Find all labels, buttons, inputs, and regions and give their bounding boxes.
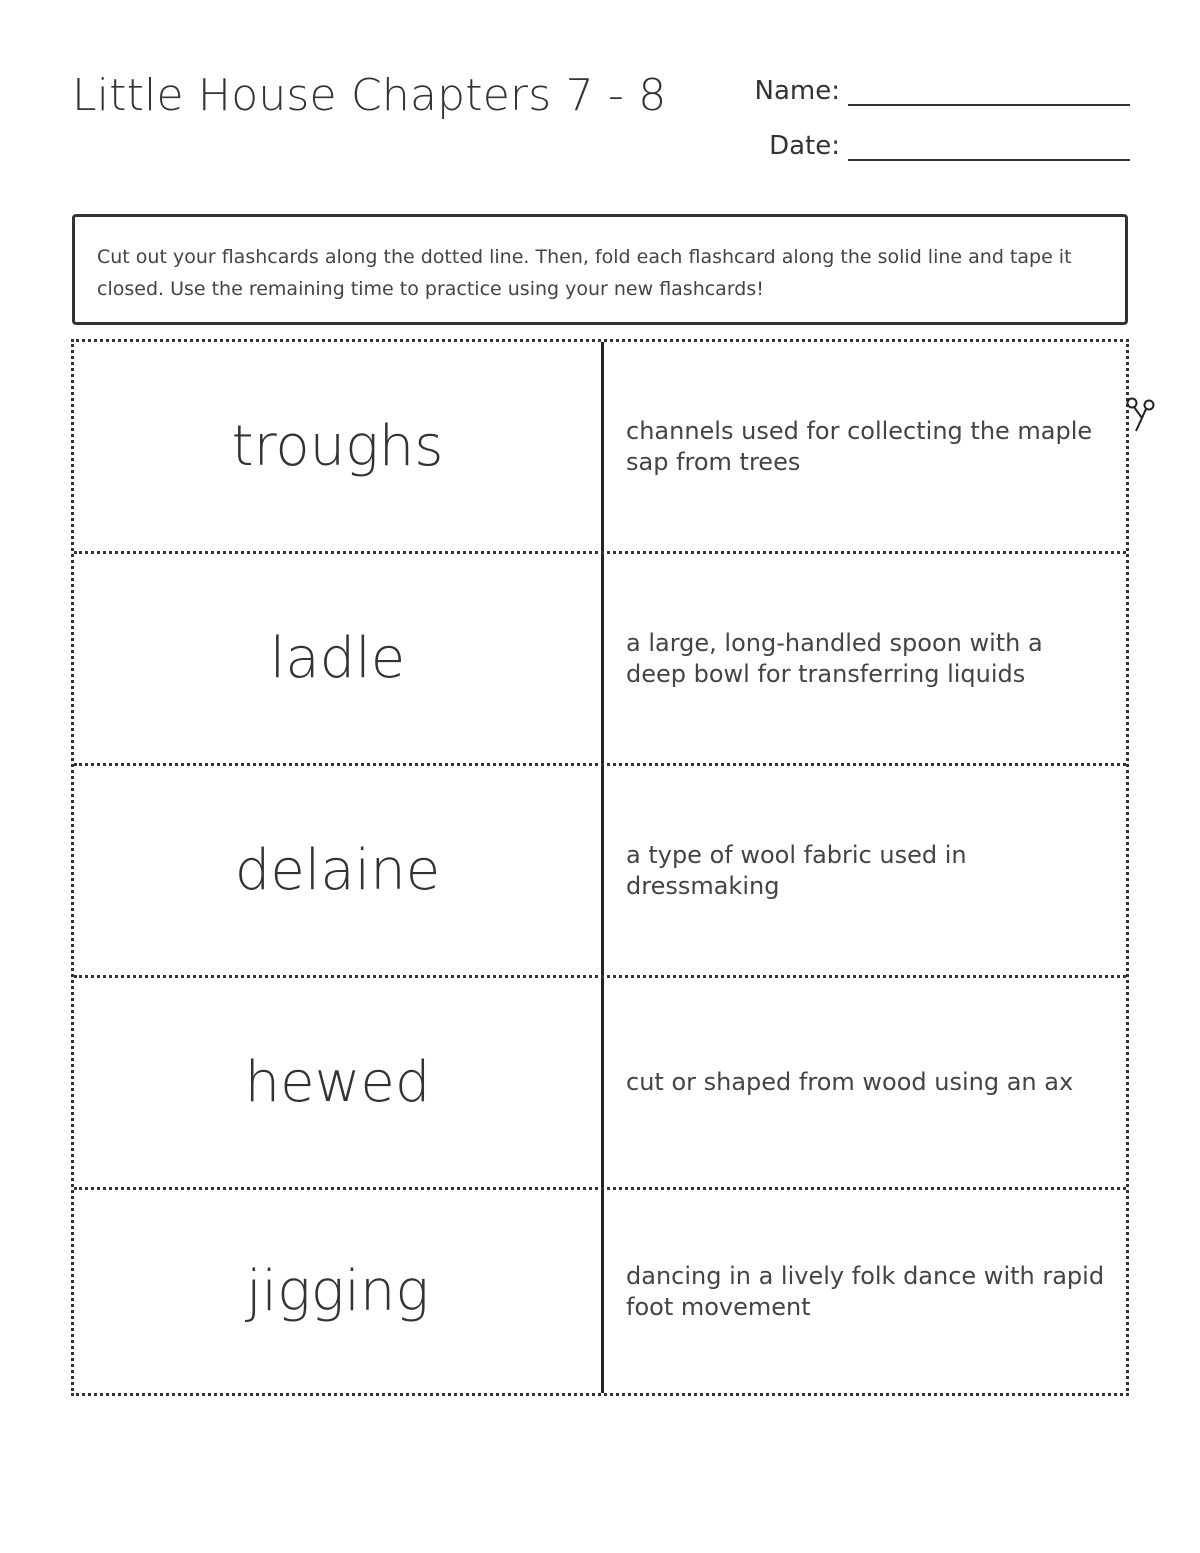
- flashcard-term: delaine: [234, 838, 441, 903]
- name-field: [755, 76, 1130, 106]
- flashcard-definition: a large, long-handled spoon with a deep bowl for transferring liquids: [626, 628, 1043, 688]
- flashcard-term: ladle: [269, 626, 406, 691]
- page-title: Little House Chapters 7 - 8: [72, 70, 667, 121]
- flashcard-sheet: [71, 339, 1129, 1396]
- flashcard-definition: a type of wool fabric used in dressmaking: [626, 840, 967, 900]
- date-label: Date:: [769, 131, 840, 161]
- date-blank-line[interactable]: [848, 131, 1130, 161]
- flashcard-definition: channels used for collecting the maple sap from trees: [626, 416, 1093, 476]
- flashcard: [74, 978, 1126, 1190]
- fold-line: [601, 554, 604, 763]
- instructions-box: Cut out your flashcards along the dotted line. Then, fold each flashcard along the solid line and tape it closed. Use the remaining time to practice using your new flashcards!: [72, 214, 1128, 325]
- name-blank-line[interactable]: [848, 76, 1130, 106]
- fold-line: [601, 1190, 604, 1393]
- flashcard: [74, 342, 1126, 554]
- fold-line: [601, 342, 604, 551]
- flashcard-definition: cut or shaped from wood using an ax: [626, 1068, 1074, 1096]
- flashcard: [74, 554, 1126, 766]
- flashcard: [74, 766, 1126, 978]
- scissors-icon: [1122, 394, 1158, 436]
- flashcard-term: hewed: [244, 1050, 431, 1115]
- date-field: [769, 131, 1130, 161]
- flashcard-term: jigging: [246, 1259, 429, 1324]
- flashcard: [74, 1190, 1126, 1393]
- name-label: Name:: [754, 76, 840, 106]
- flashcard-definition: dancing in a lively folk dance with rapid foot movement: [626, 1261, 1105, 1321]
- fold-line: [601, 766, 604, 975]
- flashcard-term: troughs: [231, 414, 444, 479]
- fold-line: [601, 978, 604, 1187]
